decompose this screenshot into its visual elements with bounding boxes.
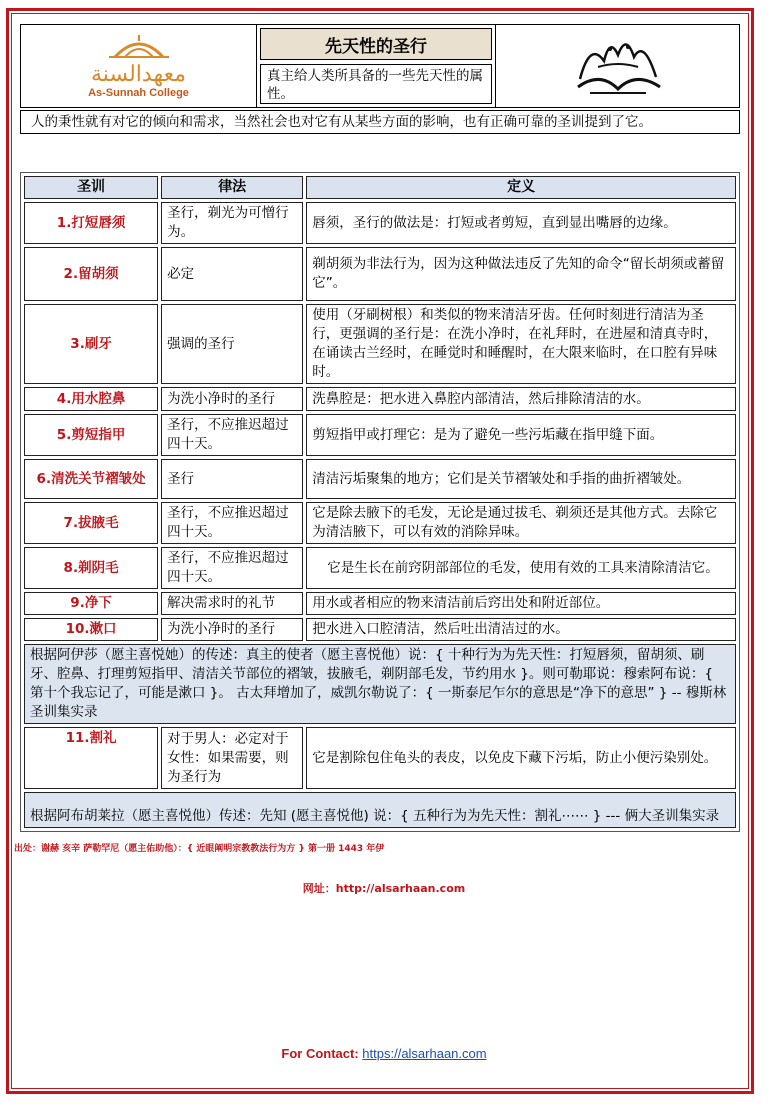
- contact-link[interactable]: https://alsarhaan.com: [362, 1046, 487, 1061]
- page-title: 先天性的圣行: [260, 28, 492, 60]
- dome-logo-icon: [107, 33, 171, 59]
- column-header-definition: 定义: [306, 176, 736, 199]
- practice-definition: 剪短指甲或打理它：是为了避免一些污垢藏在指甲缝下面。: [306, 414, 736, 456]
- practice-name: 4.用水腔鼻: [24, 387, 158, 411]
- table-header-row: [24, 176, 736, 199]
- intro-text: 人的秉性就有对它的倾向和需求，当然社会也对它有从某些方面的影响，也有正确可靠的圣训提到了它。: [20, 110, 740, 134]
- practice-ruling: 对于男人：必定对于女性：如果需要，则为圣行为: [161, 727, 303, 789]
- practice-name: 8.剃阴毛: [24, 547, 158, 589]
- column-header-ruling: 律法: [161, 176, 303, 199]
- hadith-row: [24, 644, 736, 724]
- practice-definition: 它是割除包住龟头的表皮，以免皮下藏下污垢，防止小便污染别处。: [306, 727, 736, 789]
- hadith-note-aisha: 根据阿伊莎（愿主喜悦她）的传述：真主的使者（愿主喜悦他）说：{ 十种行为为先天性：打短唇须，留胡须、刷牙、腔鼻、打理剪短指甲、清洁关节部位的褶皱，拔腋毛，剃阴部毛发，节约用水 }。则可勒耶说：穆索阿布说：{ 第十个我忘记了，可能是漱口 }。 古太拜增加了，威凯尔勒说了：{ 一斯泰尼乍尔的意思是“净下的意思” } -- 穆斯林圣训集实录: [24, 644, 736, 724]
- practice-definition: 它是生长在前窍阴部部位的毛发，使用有效的工具来清除清洁它。: [306, 547, 736, 589]
- practice-name: 10.漱口: [24, 618, 158, 641]
- practice-ruling: 圣行: [161, 459, 303, 499]
- calligraphy-emblem-icon: [570, 31, 666, 101]
- practice-ruling: 圣行，剃光为可憎行为。: [161, 202, 303, 244]
- table-row: [24, 592, 736, 615]
- title-cell: [257, 25, 495, 107]
- practice-name: 9.净下: [24, 592, 158, 615]
- sunnah-table: [20, 172, 740, 832]
- practice-ruling: 解决需求时的礼节: [161, 592, 303, 615]
- practice-name: 7.拔腋毛: [24, 502, 158, 544]
- hadith-row: [24, 792, 736, 828]
- practice-ruling: 强调的圣行: [161, 304, 303, 384]
- practice-definition: 把水进入口腔清洁，然后吐出清洁过的水。: [306, 618, 736, 641]
- table-row: [24, 247, 736, 301]
- practice-definition: 清洁污垢聚集的地方；它们是关节褶皱处和手指的曲折褶皱处。: [306, 459, 736, 499]
- practice-name: 2.留胡须: [24, 247, 158, 301]
- table-row: [24, 502, 736, 544]
- practice-ruling: 必定: [161, 247, 303, 301]
- header: [20, 24, 740, 108]
- practice-ruling: 圣行，不应推迟超过四十天。: [161, 502, 303, 544]
- contact-line: [0, 1046, 768, 1061]
- website-line: 网址：http://alsarhaan.com: [302, 882, 466, 895]
- logo-arabic-text: معهدالسنة: [91, 62, 186, 87]
- contact-label: For Contact:: [281, 1046, 359, 1061]
- practice-definition: 使用（牙刷树根）和类似的物来清洁牙齿。任何时刻进行清洁为圣行，更强调的圣行是：在洗小净时，在礼拜时，在进屋和清真寺时，在诵读古兰经时，在睡觉时和睡醒时，在大限来临时，在口腔有异味时。: [306, 304, 736, 384]
- practice-name: 6.清洗关节褶皱处: [24, 459, 158, 499]
- table-row: [24, 387, 736, 411]
- table-row: [24, 618, 736, 641]
- practice-definition: 剃胡须为非法行为，因为这种做法违反了先知的命令“留长胡须或蓄留它”。: [306, 247, 736, 301]
- practice-definition: 它是除去腋下的毛发，无论是通过拔毛、剃须还是其他方式。去除它为清洁腋下，可以有效的消除异味。: [306, 502, 736, 544]
- practice-definition: 用水或者相应的物来清洁前后窍出处和附近部位。: [306, 592, 736, 615]
- table-row: [24, 202, 736, 244]
- practice-ruling: 为洗小净时的圣行: [161, 618, 303, 641]
- page-subtitle: 真主给人类所具备的一些先天性的属性。: [260, 64, 492, 104]
- hadith-note-abu-hurairah: 根据阿布胡莱拉（愿主喜悦他）传述：先知 (愿主喜悦他) 说：{ 五种行为为先天性：割礼⋯⋯ } --- 俩大圣训集实录: [24, 792, 736, 828]
- table-row: [24, 727, 736, 789]
- practice-definition: 洗鼻腔是：把水进入鼻腔内部清洁，然后排除清洁的水。: [306, 387, 736, 411]
- practice-ruling: 圣行，不应推迟超过四十天。: [161, 547, 303, 589]
- practice-name: 11.割礼: [24, 727, 158, 789]
- table-row: [24, 459, 736, 499]
- logo-college-name: As-Sunnah College: [88, 87, 189, 99]
- practice-ruling: 圣行，不应推迟超过四十天。: [161, 414, 303, 456]
- table-row: [24, 304, 736, 384]
- practice-ruling: 为洗小净时的圣行: [161, 387, 303, 411]
- practice-name: 1.打短唇须: [24, 202, 158, 244]
- table-row: [24, 547, 736, 589]
- practice-name: 5.剪短指甲: [24, 414, 158, 456]
- table-row: [24, 414, 736, 456]
- calligraphy-emblem: [495, 25, 739, 107]
- college-logo: [21, 25, 257, 107]
- source-citation: 出处：谢赫 亥辛 萨勒罕尼（愿主佑助他）：{ 近眼阐明宗教教法行为方 } 第一册 1443 年伊: [14, 844, 385, 854]
- column-header-hadith: 圣训: [24, 176, 158, 199]
- practice-name: 3.刷牙: [24, 304, 158, 384]
- practice-definition: 唇须，圣行的做法是：打短或者剪短，直到显出嘴唇的边缘。: [306, 202, 736, 244]
